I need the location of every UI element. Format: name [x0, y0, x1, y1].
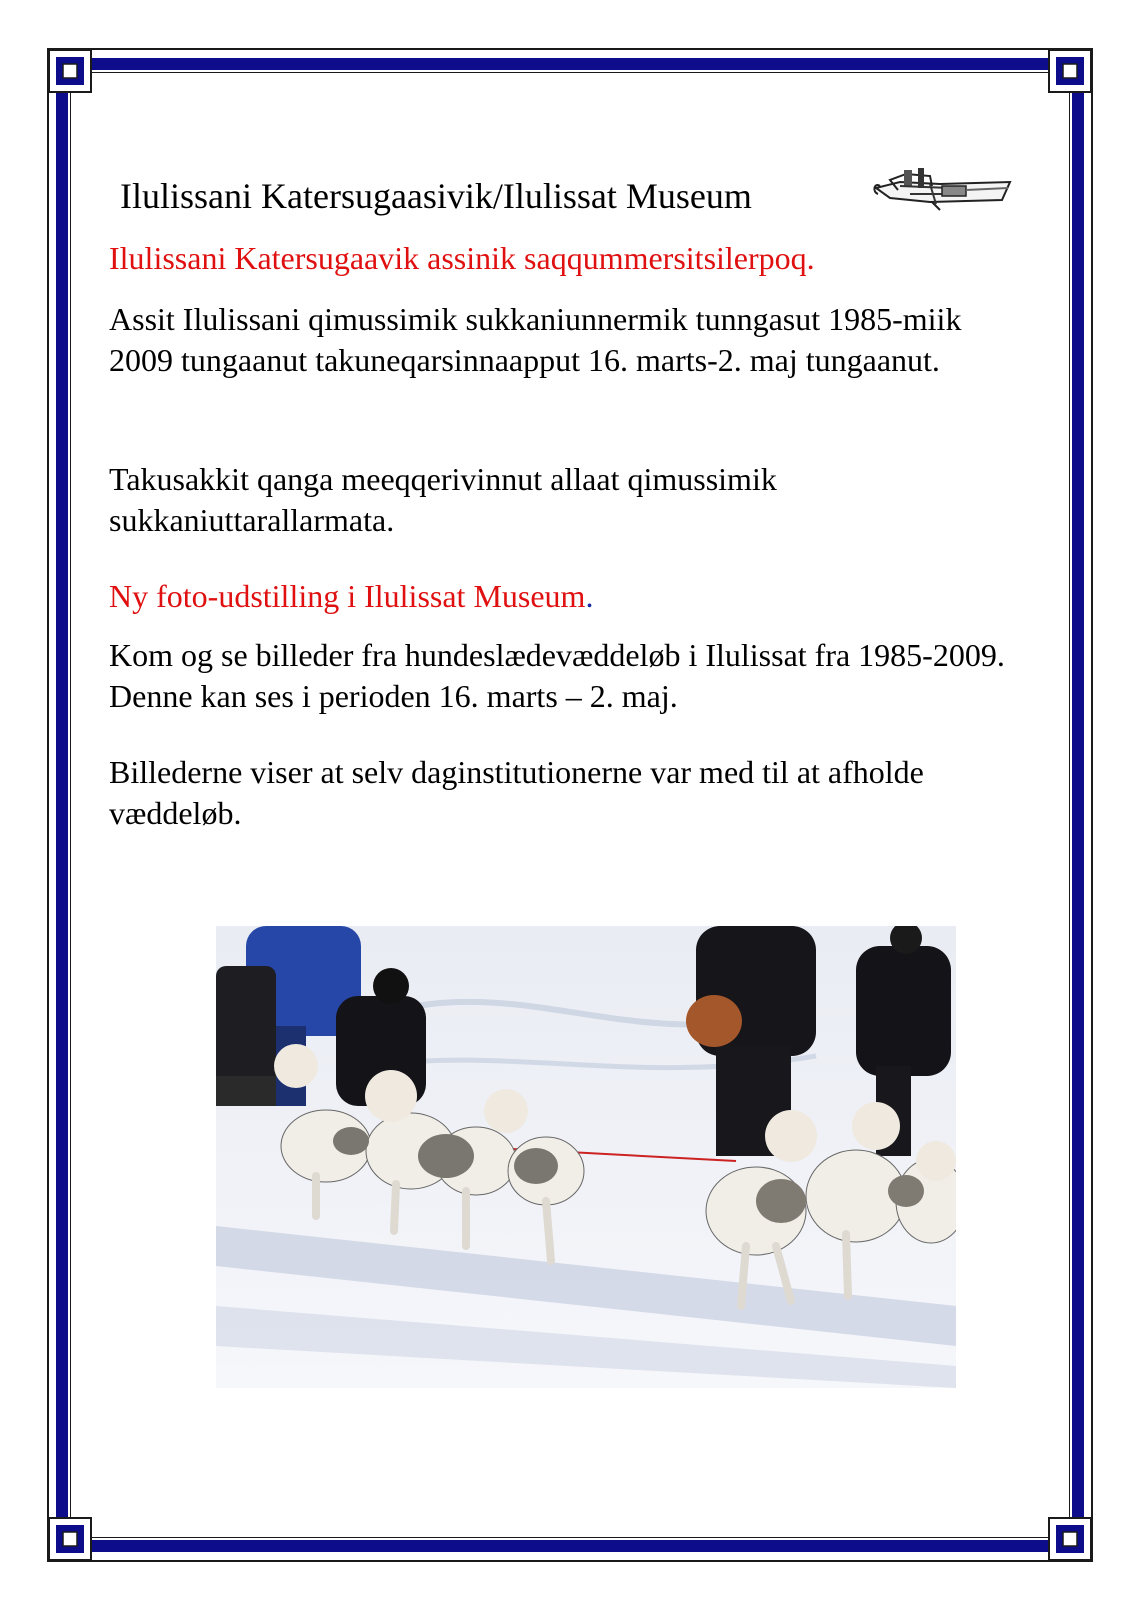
title-row [120, 175, 752, 215]
danish-headline-text: Ny foto-udstilling i Ilulissat Museum [109, 578, 586, 614]
danish-headline [109, 576, 1009, 617]
danish-paragraph-2: Billederne viser at selv daginstitutionerne var med til at afholde væddeløb. [109, 754, 924, 831]
greenlandic-paragraph-1: Assit Ilulissani qimussimik sukkaniunnermik tunngasut 1985-miik 2009 tungaanut takuneqarsinnaapput 16. marts-2. maj tungaanut. [109, 301, 962, 378]
sled-dogs-photo [216, 926, 956, 1388]
greenlandic-paragraph-2: Takusakkit qanga meeqqerivinnut allaat qimussimik sukkaniuttarallarmata. [109, 461, 777, 538]
danish-paragraph-1: Kom og se billeder fra hundeslædevæddeløb i Ilulissat fra 1985-2009. Denne kan ses i perioden 16. marts – 2. maj. [109, 637, 1005, 714]
ship-drawing-icon [870, 164, 1020, 216]
greenlandic-headline: Ilulissani Katersugaavik assinik saqqummersitsilerpoq. [109, 240, 815, 276]
corner-ornament-bottom-right [1047, 1516, 1093, 1562]
corner-ornament-top-left [47, 48, 93, 94]
page-title: Ilulissani Katersugaasivik/Ilulissat Museum [120, 176, 752, 216]
corner-ornament-top-right [1047, 48, 1093, 94]
corner-ornament-bottom-left [47, 1516, 93, 1562]
danish-headline-period: . [585, 578, 594, 614]
